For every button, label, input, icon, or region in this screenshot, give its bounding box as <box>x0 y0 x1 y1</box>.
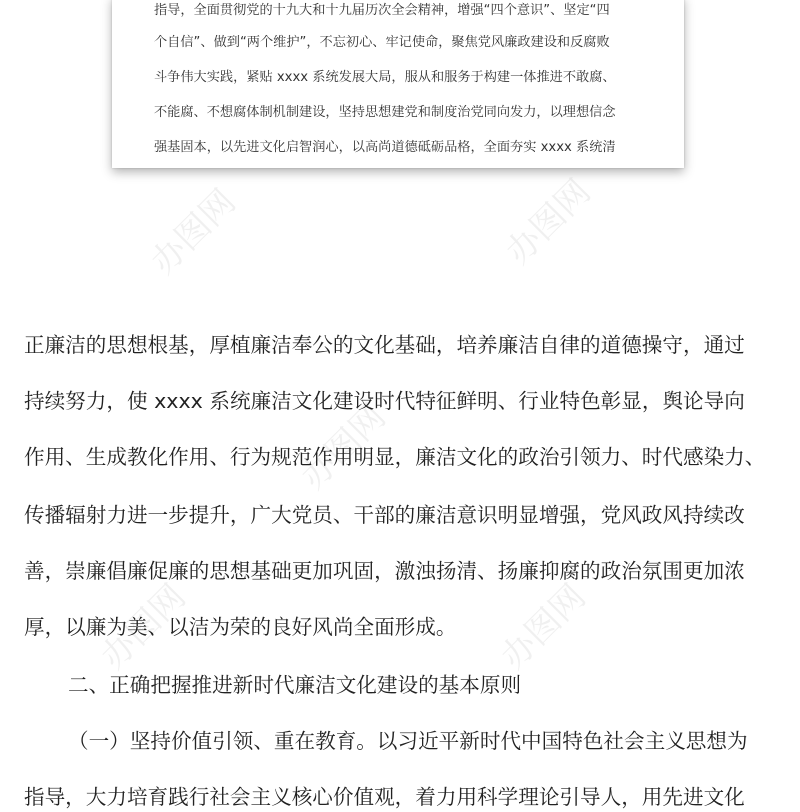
preview-line-5: 强基固本，以先进文化启智润心，以高尚道德砥砺品格，全面夯实 xxxx 系统清 <box>154 140 616 155</box>
watermark: 办图网 <box>493 576 594 678</box>
watermark: 办图网 <box>498 171 599 273</box>
preview-line-1: 指导，全面贯彻党的十九大和十九届历次全会精神，增强“四个意识”、坚定“四 <box>154 3 610 18</box>
body-line-2: 持续努力，使 xxxx 系统廉洁文化建设时代特征鲜明、行业特色彰显，舆论导向 <box>24 389 745 413</box>
body-line-4: 传播辐射力进一步提升，广大党员、干部的廉洁意识明显增强，党风政风持续改 <box>24 503 745 527</box>
watermark: 办图网 <box>93 576 194 678</box>
preview-line-2: 个自信”、做到“两个维护”，不忘初心、牢记使命，聚焦党风廉政建设和反腐败 <box>154 35 610 50</box>
section-heading: 二、正确把握推进新时代廉洁文化建设的基本原则 <box>68 673 522 697</box>
body-line-6: 厚，以廉为美、以洁为荣的良好风尚全面形成。 <box>24 615 457 639</box>
document-preview-card <box>112 0 684 168</box>
preview-line-4: 不能腐、不想腐体制机制建设，坚持思想建党和制度治党同向发力，以理想信念 <box>154 105 616 120</box>
body-line-5: 善，崇廉倡廉促廉的思想基础更加巩固，激浊扬清、扬廉抑腐的政治氛围更加浓 <box>24 559 745 583</box>
watermark: 办图网 <box>143 181 244 283</box>
preview-line-3: 斗争伟大实践，紧贴 xxxx 系统发展大局，服从和服务于构建一体推进不敢腐、 <box>154 70 616 85</box>
watermark: 办图网 <box>293 396 394 498</box>
body-line-3: 作用、生成教化作用、行为规范作用明显，廉洁文化的政治引领力、时代感染力、 <box>24 445 766 469</box>
body-line-1: 正廉洁的思想根基，厚植廉洁奉公的文化基础，培养廉洁自律的道德操守，通过 <box>24 333 745 357</box>
body-line-last: 指导，大力培育践行社会主义核心价值观，着力用科学理论引导人，用先进文化 <box>24 785 745 809</box>
subsection-heading: （一）坚持价值引领、重在教育。以习近平新时代中国特色社会主义思想为 <box>68 729 748 753</box>
